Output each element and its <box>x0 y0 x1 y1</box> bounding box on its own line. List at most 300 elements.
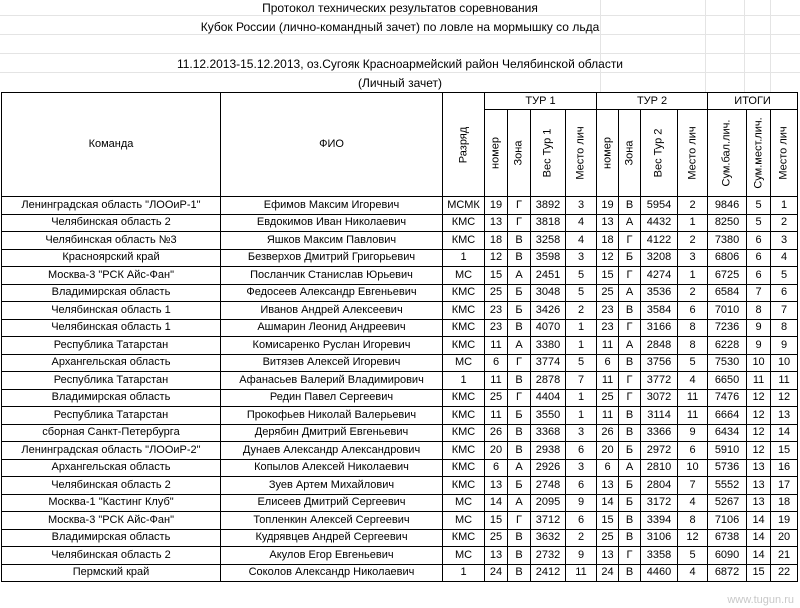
t1-zone-header: Зона <box>508 110 531 197</box>
cell-t2-weight: 3114 <box>641 407 678 425</box>
cell-t2-number: 13 <box>597 547 619 565</box>
cell-t2-place: 2 <box>678 197 708 215</box>
cell-fio: Копылов Алексей Николаевич <box>221 459 443 477</box>
final-place-header: Место лич <box>771 110 798 197</box>
cell-team: Москва-3 "РСК Айс-Фан" <box>2 512 221 530</box>
cell-final-place: 4 <box>771 249 798 267</box>
cell-rank: КМС <box>443 442 485 460</box>
cell-t1-zone: В <box>508 424 531 442</box>
cell-rank: КМС <box>443 232 485 250</box>
cell-t2-weight: 4460 <box>641 564 678 582</box>
cell-team: Владимирская область <box>2 389 221 407</box>
cell-sum-places: 6 <box>747 267 771 285</box>
cell-rank: КМС <box>443 529 485 547</box>
cell-final-place: 11 <box>771 372 798 390</box>
table-row <box>2 389 798 407</box>
cell-team: Республика Татарстан <box>2 337 221 355</box>
table-row <box>2 442 798 460</box>
cell-t2-weight: 4274 <box>641 267 678 285</box>
cell-final-place: 21 <box>771 547 798 565</box>
grid-line <box>0 72 800 73</box>
cell-t2-place: 4 <box>678 564 708 582</box>
cell-fio: Елисеев Дмитрий Сергеевич <box>221 494 443 512</box>
cell-t1-zone: В <box>508 529 531 547</box>
cell-t2-number: 15 <box>597 512 619 530</box>
cell-sum-points: 7106 <box>708 512 747 530</box>
cell-t1-number: 26 <box>485 424 508 442</box>
cell-t2-zone: А <box>619 214 641 232</box>
cell-t1-number: 15 <box>485 512 508 530</box>
header-row-top <box>2 93 798 110</box>
cell-final-place: 14 <box>771 424 798 442</box>
table-row <box>2 232 798 250</box>
table-row <box>2 459 798 477</box>
cell-t1-zone: Б <box>508 477 531 495</box>
cell-t1-zone: А <box>508 459 531 477</box>
cell-final-place: 7 <box>771 302 798 320</box>
cell-t1-number: 18 <box>485 232 508 250</box>
cell-t2-weight: 2848 <box>641 337 678 355</box>
cell-t2-zone: Г <box>619 547 641 565</box>
cell-t1-weight: 2748 <box>531 477 566 495</box>
cell-sum-points: 7236 <box>708 319 747 337</box>
cell-final-place: 16 <box>771 459 798 477</box>
cell-sum-places: 6 <box>747 249 771 267</box>
cell-t2-weight: 3072 <box>641 389 678 407</box>
cell-t1-number: 12 <box>485 249 508 267</box>
cell-t1-zone: Г <box>508 354 531 372</box>
cell-fio: Кудрявцев Андрей Сергеевич <box>221 529 443 547</box>
cell-t1-number: 6 <box>485 354 508 372</box>
cell-final-place: 19 <box>771 512 798 530</box>
cell-fio: Афанасьев Валерий Владимирович <box>221 372 443 390</box>
cell-t2-place: 11 <box>678 407 708 425</box>
cell-team: Ленинградская область "ЛООиР-1" <box>2 197 221 215</box>
cell-sum-places: 8 <box>747 302 771 320</box>
cell-t2-zone: В <box>619 564 641 582</box>
cell-t2-zone: В <box>619 529 641 547</box>
cell-final-place: 22 <box>771 564 798 582</box>
watermark: www.tugun.ru <box>727 594 794 606</box>
cell-t1-zone: В <box>508 442 531 460</box>
cell-t1-number: 11 <box>485 372 508 390</box>
cell-t1-place: 5 <box>566 267 597 285</box>
cell-t1-weight: 3774 <box>531 354 566 372</box>
cell-fio: Яшков Максим Павлович <box>221 232 443 250</box>
cell-t2-number: 11 <box>597 407 619 425</box>
cell-fio: Прокофьев Николай Валерьевич <box>221 407 443 425</box>
cell-sum-points: 6090 <box>708 547 747 565</box>
cell-final-place: 13 <box>771 407 798 425</box>
cell-t1-number: 14 <box>485 494 508 512</box>
cell-t1-number: 11 <box>485 407 508 425</box>
cell-rank: МС <box>443 494 485 512</box>
cell-t1-number: 19 <box>485 197 508 215</box>
cell-final-place: 5 <box>771 267 798 285</box>
cell-sum-points: 6725 <box>708 267 747 285</box>
cell-t2-zone: Б <box>619 442 641 460</box>
cell-t2-zone: В <box>619 424 641 442</box>
cell-sum-places: 12 <box>747 442 771 460</box>
cell-t1-place: 3 <box>566 197 597 215</box>
cell-t1-weight: 2412 <box>531 564 566 582</box>
cell-t1-number: 25 <box>485 284 508 302</box>
table-row <box>2 477 798 495</box>
cell-t2-zone: А <box>619 284 641 302</box>
cell-fio: Комисаренко Руслан Игоревич <box>221 337 443 355</box>
cell-t1-weight: 3632 <box>531 529 566 547</box>
col-team-header: Команда <box>2 93 221 197</box>
cell-team: Челябинская область 2 <box>2 214 221 232</box>
cell-t1-weight: 2938 <box>531 442 566 460</box>
cell-fio: Редин Павел Сергеевич <box>221 389 443 407</box>
totals-header: ИТОГИ <box>708 93 798 110</box>
col-rank-header: Разряд <box>443 93 485 197</box>
cell-t2-place: 2 <box>678 284 708 302</box>
cell-t1-place: 4 <box>566 232 597 250</box>
cell-rank: МС <box>443 547 485 565</box>
cell-t1-weight: 2878 <box>531 372 566 390</box>
cell-final-place: 15 <box>771 442 798 460</box>
cell-t2-place: 7 <box>678 477 708 495</box>
cell-sum-points: 6664 <box>708 407 747 425</box>
cell-sum-places: 7 <box>747 284 771 302</box>
cell-team: Республика Татарстан <box>2 372 221 390</box>
table-row <box>2 337 798 355</box>
cell-t2-number: 13 <box>597 477 619 495</box>
table-row <box>2 319 798 337</box>
cell-sum-points: 6584 <box>708 284 747 302</box>
cell-t2-number: 11 <box>597 337 619 355</box>
cell-t2-place: 11 <box>678 389 708 407</box>
cell-sum-places: 6 <box>747 232 771 250</box>
cell-t2-number: 26 <box>597 424 619 442</box>
table-row <box>2 249 798 267</box>
cell-t1-number: 25 <box>485 389 508 407</box>
cell-t2-weight: 3166 <box>641 319 678 337</box>
cell-rank: КМС <box>443 477 485 495</box>
table-row <box>2 424 798 442</box>
cell-t2-weight: 2810 <box>641 459 678 477</box>
cell-t2-weight: 3172 <box>641 494 678 512</box>
cell-sum-points: 8250 <box>708 214 747 232</box>
cell-t2-place: 12 <box>678 529 708 547</box>
cell-t2-number: 20 <box>597 442 619 460</box>
cell-sum-points: 6434 <box>708 424 747 442</box>
results-table <box>1 92 798 582</box>
cell-t1-place: 9 <box>566 494 597 512</box>
cell-t1-zone: В <box>508 564 531 582</box>
cell-t2-place: 4 <box>678 494 708 512</box>
table-row <box>2 407 798 425</box>
cell-t2-number: 23 <box>597 302 619 320</box>
cell-team: Челябинская область 1 <box>2 319 221 337</box>
cell-team: Республика Татарстан <box>2 407 221 425</box>
cell-t1-weight: 3818 <box>531 214 566 232</box>
cell-t1-number: 25 <box>485 529 508 547</box>
cell-sum-places: 9 <box>747 319 771 337</box>
cell-sum-places: 12 <box>747 424 771 442</box>
cell-sum-places: 12 <box>747 407 771 425</box>
cell-t2-place: 6 <box>678 442 708 460</box>
cell-t1-place: 5 <box>566 354 597 372</box>
cell-rank: КМС <box>443 424 485 442</box>
cell-sum-places: 14 <box>747 512 771 530</box>
cell-t2-weight: 4122 <box>641 232 678 250</box>
cell-t1-zone: А <box>508 494 531 512</box>
cell-final-place: 10 <box>771 354 798 372</box>
cell-t2-weight: 4432 <box>641 214 678 232</box>
cell-sum-places: 5 <box>747 214 771 232</box>
cell-final-place: 9 <box>771 337 798 355</box>
cell-t1-zone: А <box>508 337 531 355</box>
cell-t2-zone: Б <box>619 249 641 267</box>
cell-t1-number: 13 <box>485 547 508 565</box>
cell-sum-places: 12 <box>747 389 771 407</box>
cell-t2-weight: 3208 <box>641 249 678 267</box>
sum-points-header: Сум.бал.лич. <box>708 110 747 197</box>
cell-t2-weight: 5954 <box>641 197 678 215</box>
cell-t2-zone: Б <box>619 477 641 495</box>
cell-fio: Посланчик Станислав Юрьевич <box>221 267 443 285</box>
cell-t1-number: 20 <box>485 442 508 460</box>
cell-t2-weight: 3536 <box>641 284 678 302</box>
grid-line <box>0 15 800 16</box>
cell-sum-places: 13 <box>747 477 771 495</box>
cell-final-place: 12 <box>771 389 798 407</box>
cell-t2-number: 14 <box>597 494 619 512</box>
tour1-header: ТУР 1 <box>485 93 597 110</box>
cell-rank: КМС <box>443 302 485 320</box>
cell-rank: КМС <box>443 337 485 355</box>
cell-t2-weight: 3584 <box>641 302 678 320</box>
cell-t2-weight: 3106 <box>641 529 678 547</box>
cell-t2-place: 2 <box>678 232 708 250</box>
cell-final-place: 20 <box>771 529 798 547</box>
cell-t1-weight: 2732 <box>531 547 566 565</box>
col-fio-header: ФИО <box>221 93 443 197</box>
cell-t2-zone: В <box>619 512 641 530</box>
cell-t1-place: 9 <box>566 547 597 565</box>
cell-final-place: 17 <box>771 477 798 495</box>
cell-sum-points: 5267 <box>708 494 747 512</box>
cell-t2-zone: Г <box>619 372 641 390</box>
cell-t1-zone: В <box>508 372 531 390</box>
cell-fio: Акулов Егор Евгеньевич <box>221 547 443 565</box>
cell-t2-place: 4 <box>678 372 708 390</box>
cell-sum-places: 5 <box>747 197 771 215</box>
cell-t2-zone: Г <box>619 389 641 407</box>
cell-sum-points: 6806 <box>708 249 747 267</box>
cell-t2-place: 8 <box>678 512 708 530</box>
t2-number-header: номер <box>597 110 619 197</box>
cell-rank: МС <box>443 267 485 285</box>
cell-t2-number: 18 <box>597 232 619 250</box>
cell-t1-number: 13 <box>485 477 508 495</box>
cell-t2-number: 24 <box>597 564 619 582</box>
cell-t1-place: 6 <box>566 442 597 460</box>
sum-places-header: Сум.мест.лич. <box>747 110 771 197</box>
cell-t1-number: 23 <box>485 302 508 320</box>
cell-t1-weight: 3048 <box>531 284 566 302</box>
cell-rank: 1 <box>443 564 485 582</box>
cell-rank: 1 <box>443 249 485 267</box>
cell-t1-place: 6 <box>566 477 597 495</box>
cell-t2-place: 8 <box>678 319 708 337</box>
t2-zone-header: Зона <box>619 110 641 197</box>
cell-sum-places: 11 <box>747 372 771 390</box>
cell-t2-number: 12 <box>597 249 619 267</box>
cell-team: Владимирская область <box>2 529 221 547</box>
cell-final-place: 2 <box>771 214 798 232</box>
cell-t1-place: 2 <box>566 529 597 547</box>
cell-t1-weight: 3892 <box>531 197 566 215</box>
cell-rank: КМС <box>443 214 485 232</box>
cell-t2-place: 5 <box>678 354 708 372</box>
table-row <box>2 284 798 302</box>
cell-t2-zone: А <box>619 459 641 477</box>
cell-t1-place: 6 <box>566 512 597 530</box>
cell-t1-place: 5 <box>566 284 597 302</box>
cell-t1-place: 4 <box>566 214 597 232</box>
cell-t1-zone: В <box>508 319 531 337</box>
cell-t2-number: 25 <box>597 529 619 547</box>
cell-t2-zone: В <box>619 407 641 425</box>
cell-t1-place: 1 <box>566 389 597 407</box>
table-row <box>2 197 798 215</box>
cell-t1-place: 1 <box>566 407 597 425</box>
cell-t2-place: 10 <box>678 459 708 477</box>
date-location: 11.12.2013-15.12.2013, оз.Сугояк Красноармейский район Челябинской области <box>176 57 624 71</box>
cell-t1-place: 3 <box>566 249 597 267</box>
table-row <box>2 512 798 530</box>
table-row <box>2 267 798 285</box>
cell-rank: МС <box>443 354 485 372</box>
cell-sum-points: 7010 <box>708 302 747 320</box>
cell-t2-weight: 2804 <box>641 477 678 495</box>
cell-t2-weight: 3394 <box>641 512 678 530</box>
t1-place-header: Место лич <box>566 110 597 197</box>
cell-team: Челябинская область 2 <box>2 547 221 565</box>
table-row <box>2 372 798 390</box>
cell-t2-place: 1 <box>678 267 708 285</box>
cell-t1-number: 13 <box>485 214 508 232</box>
cell-t1-weight: 4404 <box>531 389 566 407</box>
cell-team: Челябинская область 1 <box>2 302 221 320</box>
cell-fio: Топленкин Алексей Сергеевич <box>221 512 443 530</box>
cell-t2-zone: Г <box>619 319 641 337</box>
standings-type: (Личный зачет) <box>357 76 443 90</box>
cell-rank: КМС <box>443 459 485 477</box>
cell-t2-number: 23 <box>597 319 619 337</box>
cell-team: Челябинская область №3 <box>2 232 221 250</box>
cell-sum-points: 6228 <box>708 337 747 355</box>
cell-team: Ленинградская область "ЛООиР-2" <box>2 442 221 460</box>
cell-t1-number: 15 <box>485 267 508 285</box>
cell-t2-number: 11 <box>597 372 619 390</box>
cell-t1-place: 11 <box>566 564 597 582</box>
cell-t1-zone: Б <box>508 407 531 425</box>
cell-final-place: 8 <box>771 319 798 337</box>
cell-t2-place: 6 <box>678 302 708 320</box>
cell-t1-zone: Б <box>508 302 531 320</box>
cell-rank: КМС <box>443 407 485 425</box>
cell-t1-number: 24 <box>485 564 508 582</box>
cell-rank: КМС <box>443 389 485 407</box>
cell-final-place: 1 <box>771 197 798 215</box>
cell-fio: Дерябин Дмитрий Евгеньевич <box>221 424 443 442</box>
cell-sum-places: 13 <box>747 459 771 477</box>
cell-t2-weight: 3772 <box>641 372 678 390</box>
cell-team: Красноярский край <box>2 249 221 267</box>
cell-t1-zone: Г <box>508 214 531 232</box>
cell-fio: Дунаев Александр Александрович <box>221 442 443 460</box>
cell-final-place: 18 <box>771 494 798 512</box>
cell-t2-weight: 3756 <box>641 354 678 372</box>
cell-fio: Евдокимов Иван Николаевич <box>221 214 443 232</box>
table-row <box>2 494 798 512</box>
grid-line <box>0 53 800 54</box>
cell-sum-points: 6872 <box>708 564 747 582</box>
cell-t1-zone: Г <box>508 512 531 530</box>
cell-final-place: 6 <box>771 284 798 302</box>
cell-t1-weight: 2926 <box>531 459 566 477</box>
cell-t2-place: 1 <box>678 214 708 232</box>
cell-sum-points: 9846 <box>708 197 747 215</box>
cell-fio: Иванов Андрей Алексеевич <box>221 302 443 320</box>
cell-team: Пермский край <box>2 564 221 582</box>
cell-t1-zone: Г <box>508 197 531 215</box>
t2-place-header: Место лич <box>678 110 708 197</box>
cell-rank: КМС <box>443 319 485 337</box>
cell-team: Архангельская область <box>2 459 221 477</box>
cell-t1-zone: А <box>508 267 531 285</box>
cell-t1-place: 7 <box>566 372 597 390</box>
cup-title: Кубок России (лично-командный зачет) по ловле на мормышку со льда <box>200 20 600 34</box>
table-row <box>2 564 798 582</box>
cell-t1-number: 6 <box>485 459 508 477</box>
cell-team: Москва-1 "Кастинг Клуб" <box>2 494 221 512</box>
cell-t2-number: 25 <box>597 389 619 407</box>
t2-weight-header: Вес Тур 2 <box>641 110 678 197</box>
cell-rank: МС <box>443 512 485 530</box>
cell-t2-zone: Б <box>619 494 641 512</box>
tour2-header: ТУР 2 <box>597 93 708 110</box>
cell-t2-number: 6 <box>597 459 619 477</box>
cell-t1-weight: 3550 <box>531 407 566 425</box>
cell-t1-weight: 3258 <box>531 232 566 250</box>
cell-t2-zone: А <box>619 337 641 355</box>
cell-t1-weight: 3368 <box>531 424 566 442</box>
table-row <box>2 529 798 547</box>
cell-t2-number: 19 <box>597 197 619 215</box>
cell-t2-zone: Г <box>619 267 641 285</box>
cell-sum-places: 15 <box>747 564 771 582</box>
cell-t2-place: 9 <box>678 424 708 442</box>
cell-t1-number: 23 <box>485 319 508 337</box>
cell-rank: МСМК <box>443 197 485 215</box>
cell-t1-number: 11 <box>485 337 508 355</box>
cell-sum-points: 6650 <box>708 372 747 390</box>
cell-sum-places: 10 <box>747 354 771 372</box>
cell-t1-weight: 4070 <box>531 319 566 337</box>
cell-sum-points: 5552 <box>708 477 747 495</box>
cell-t2-place: 5 <box>678 547 708 565</box>
cell-t1-place: 3 <box>566 459 597 477</box>
cell-t1-weight: 2095 <box>531 494 566 512</box>
cell-team: Архангельская область <box>2 354 221 372</box>
cell-t1-weight: 3426 <box>531 302 566 320</box>
